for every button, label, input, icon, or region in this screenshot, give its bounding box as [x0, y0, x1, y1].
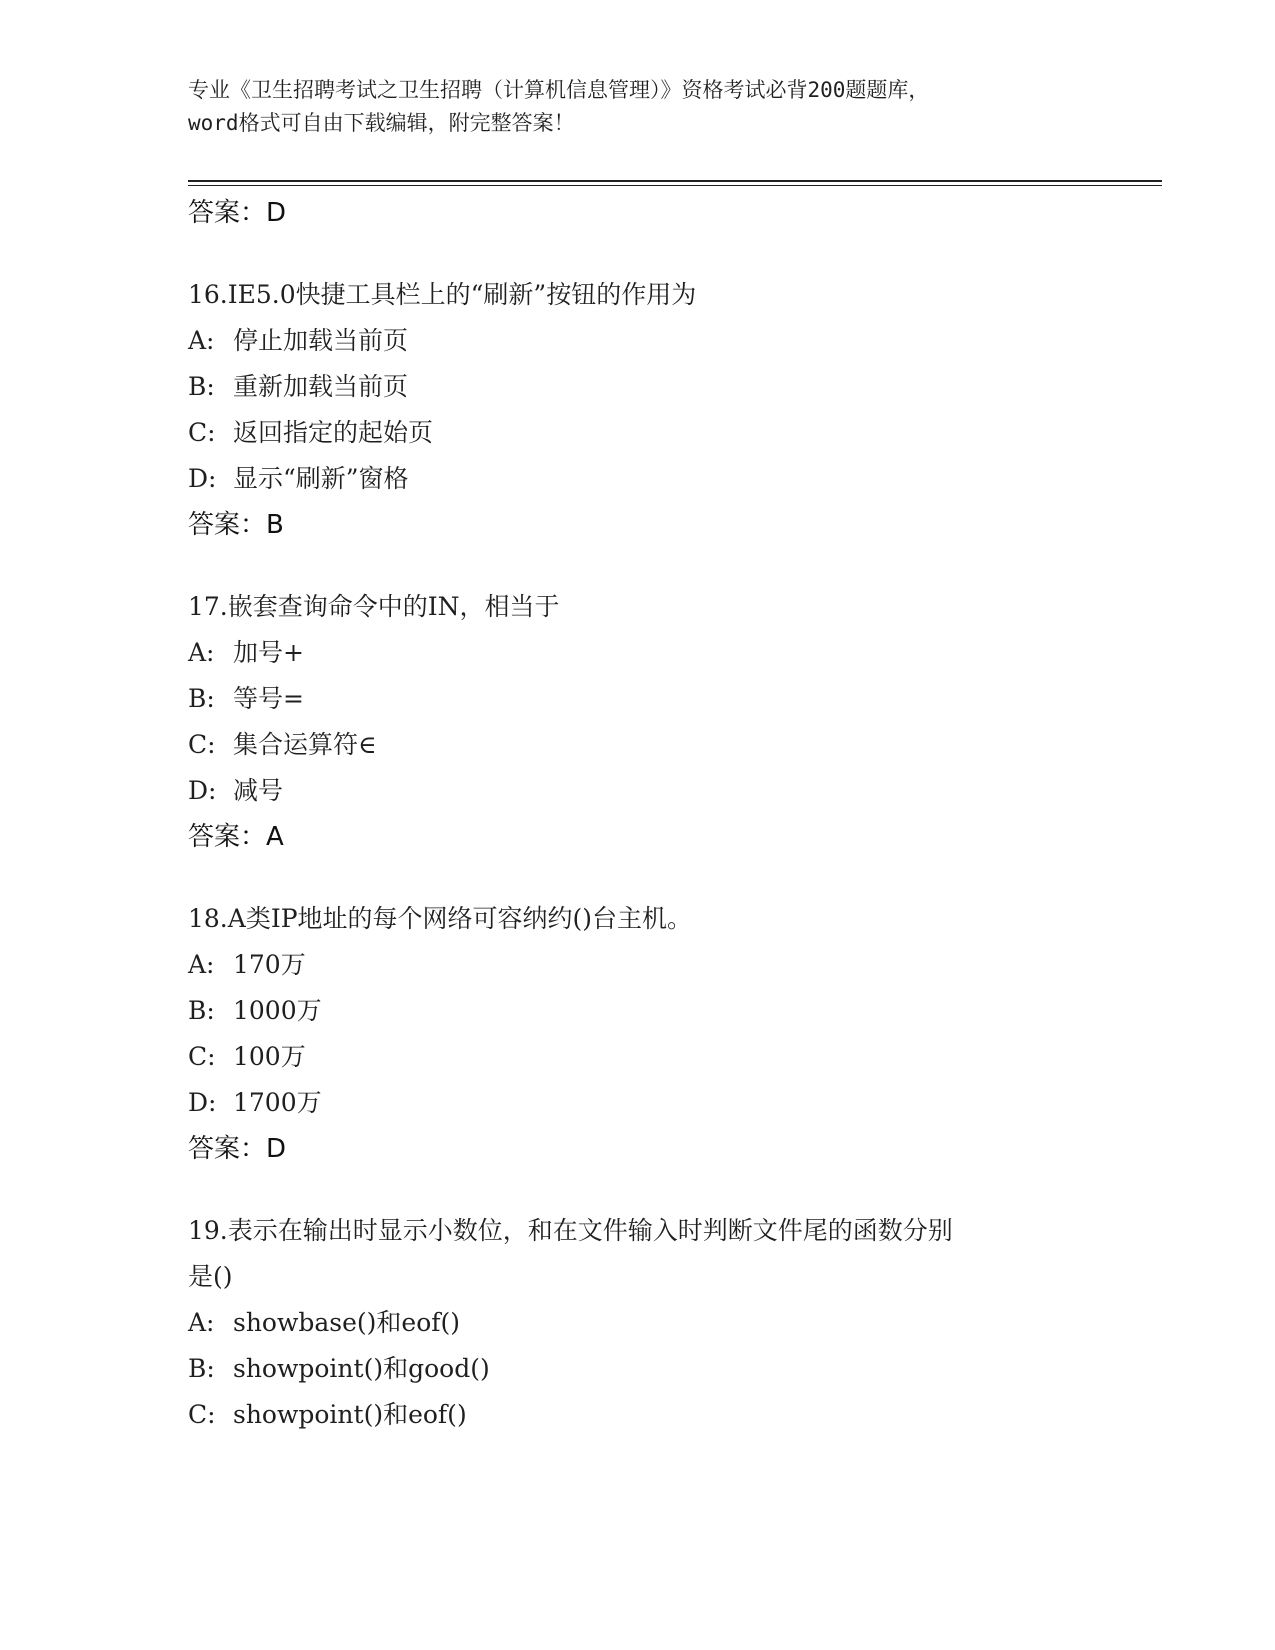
option-text: 170万 [233, 950, 306, 979]
option-key: C: [188, 730, 216, 759]
option-b [188, 676, 1088, 722]
question-18 [188, 896, 1088, 1172]
option-text: 减号 [233, 776, 284, 805]
option-text: 加号+ [233, 638, 304, 667]
option-c [188, 410, 1088, 456]
question-stem-line-2: 是() [188, 1262, 233, 1291]
question-stem: 18.A类IP地址的每个网络可容纳约()台主机。 [188, 904, 693, 933]
option-a [188, 1300, 1088, 1346]
option-a [188, 630, 1088, 676]
document-header [188, 74, 1088, 140]
spacer [188, 860, 1088, 896]
option-key: B: [188, 684, 215, 713]
question-16 [188, 272, 1088, 548]
option-key: B: [188, 996, 215, 1025]
question-stem: 16.IE5.0快捷工具栏上的“刷新”按钮的作用为 [188, 280, 697, 309]
answer-line: 答案：A [188, 822, 284, 852]
option-key: B: [188, 1354, 215, 1383]
option-text: 1000万 [233, 996, 322, 1025]
option-c [188, 1034, 1088, 1080]
option-key: C: [188, 418, 216, 447]
option-key: D: [188, 1088, 217, 1117]
option-d [188, 768, 1088, 814]
option-c [188, 722, 1088, 768]
question-stem: 17.嵌套查询命令中的IN，相当于 [188, 592, 560, 621]
question-19 [188, 1208, 1088, 1438]
spacer [188, 1172, 1088, 1208]
spacer [188, 548, 1088, 584]
option-text: showbase()和eof() [233, 1308, 461, 1337]
option-a [188, 318, 1088, 364]
option-text: 1700万 [233, 1088, 322, 1117]
option-b [188, 988, 1088, 1034]
spacer [188, 236, 1088, 272]
option-key: A: [188, 950, 215, 979]
option-d [188, 456, 1088, 502]
question-stem-line-1: 19.表示在输出时显示小数位，和在文件输入时判断文件尾的函数分别 [188, 1216, 953, 1245]
previous-question-answer: 答案：D [188, 198, 287, 228]
option-d [188, 1080, 1088, 1126]
option-b [188, 364, 1088, 410]
header-divider-thin [188, 185, 1162, 186]
answer-line: 答案：D [188, 1134, 287, 1164]
option-text: 返回指定的起始页 [233, 418, 434, 447]
option-text: 停止加载当前页 [233, 326, 409, 355]
option-text: showpoint()和good() [233, 1354, 490, 1383]
question-list [188, 190, 1088, 1438]
option-b [188, 1346, 1088, 1392]
option-key: C: [188, 1400, 216, 1429]
option-text: 等号= [233, 684, 304, 713]
header-title-line-1: 专业《卫生招聘考试之卫生招聘（计算机信息管理）》资格考试必背200题题库， [188, 78, 930, 102]
option-key: D: [188, 464, 217, 493]
option-a [188, 942, 1088, 988]
question-17 [188, 584, 1088, 860]
option-text: showpoint()和eof() [233, 1400, 467, 1429]
header-divider-thick [188, 180, 1162, 182]
option-key: C: [188, 1042, 216, 1071]
option-key: A: [188, 1308, 215, 1337]
answer-line: 答案：B [188, 510, 284, 540]
option-c [188, 1392, 1088, 1438]
option-text: 集合运算符∈ [233, 730, 377, 759]
option-text: 显示“刷新”窗格 [233, 464, 409, 493]
option-key: A: [188, 638, 215, 667]
option-key: D: [188, 776, 217, 805]
header-title-line-2: word格式可自由下载编辑，附完整答案！ [188, 111, 575, 135]
option-text: 重新加载当前页 [233, 372, 409, 401]
option-key: B: [188, 372, 215, 401]
option-text: 100万 [233, 1042, 306, 1071]
option-key: A: [188, 326, 215, 355]
